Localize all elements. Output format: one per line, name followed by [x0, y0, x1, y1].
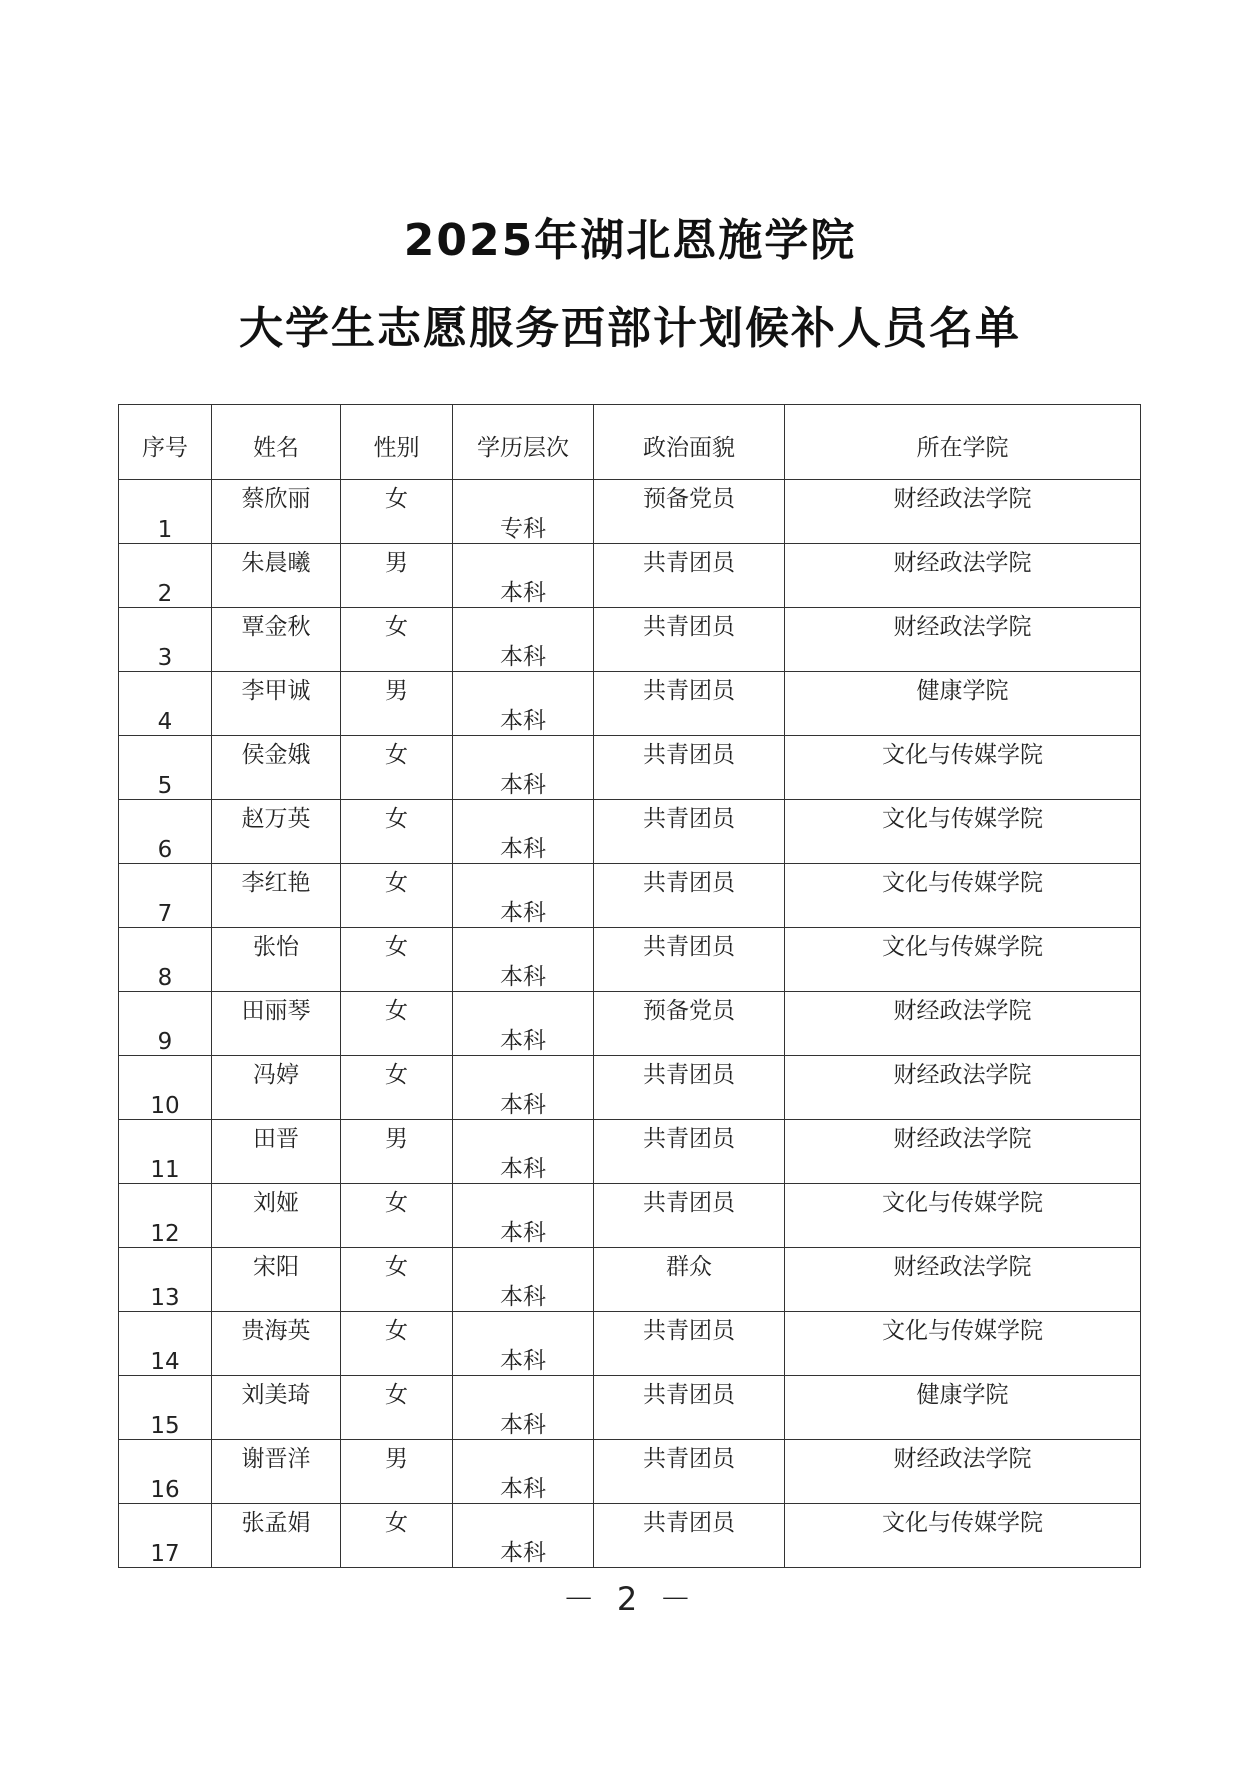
cell-education-level: 本科	[453, 800, 594, 864]
cell-college: 财经政法学院	[785, 1056, 1141, 1120]
cell-college: 健康学院	[785, 672, 1141, 736]
cell-name: 贵海英	[212, 1312, 341, 1376]
cell-education-level: 本科	[453, 1120, 594, 1184]
cell-gender: 女	[341, 1056, 453, 1120]
cell-political-status: 共青团员	[594, 928, 785, 992]
cell-education-level: 本科	[453, 544, 594, 608]
cell-name: 刘美琦	[212, 1376, 341, 1440]
table-row	[119, 736, 1141, 800]
cell-name: 侯金娥	[212, 736, 341, 800]
table-body	[119, 480, 1141, 1568]
cell-serial-number: 5	[119, 736, 212, 800]
cell-political-status: 共青团员	[594, 1056, 785, 1120]
cell-political-status: 共青团员	[594, 1184, 785, 1248]
table-row	[119, 608, 1141, 672]
cell-college: 文化与传媒学院	[785, 864, 1141, 928]
cell-college: 财经政法学院	[785, 1120, 1141, 1184]
cell-political-status: 预备党员	[594, 480, 785, 544]
cell-name: 田丽琴	[212, 992, 341, 1056]
cell-political-status: 共青团员	[594, 672, 785, 736]
cell-serial-number: 15	[119, 1376, 212, 1440]
cell-serial-number: 11	[119, 1120, 212, 1184]
cell-gender: 女	[341, 736, 453, 800]
cell-college: 文化与传媒学院	[785, 1312, 1141, 1376]
cell-political-status: 共青团员	[594, 1312, 785, 1376]
candidate-roster-table	[118, 404, 1141, 1568]
header-political-status: 政治面貌	[594, 405, 785, 480]
cell-name: 覃金秋	[212, 608, 341, 672]
table-header-row	[119, 405, 1141, 480]
cell-serial-number: 8	[119, 928, 212, 992]
header-education-level: 学历层次	[453, 405, 594, 480]
cell-serial-number: 1	[119, 480, 212, 544]
cell-college: 文化与传媒学院	[785, 1504, 1141, 1568]
table-row	[119, 800, 1141, 864]
cell-education-level: 本科	[453, 608, 594, 672]
cell-name: 赵万英	[212, 800, 341, 864]
cell-name: 田晋	[212, 1120, 341, 1184]
cell-serial-number: 3	[119, 608, 212, 672]
cell-college: 文化与传媒学院	[785, 928, 1141, 992]
cell-college: 财经政法学院	[785, 1440, 1141, 1504]
cell-name: 宋阳	[212, 1248, 341, 1312]
cell-gender: 女	[341, 864, 453, 928]
cell-education-level: 本科	[453, 928, 594, 992]
cell-political-status: 共青团员	[594, 864, 785, 928]
cell-gender: 女	[341, 1184, 453, 1248]
cell-serial-number: 4	[119, 672, 212, 736]
cell-political-status: 群众	[594, 1248, 785, 1312]
cell-gender: 女	[341, 1504, 453, 1568]
cell-college: 财经政法学院	[785, 544, 1141, 608]
cell-college: 财经政法学院	[785, 992, 1141, 1056]
table-row	[119, 1248, 1141, 1312]
table-row	[119, 544, 1141, 608]
table-row	[119, 1504, 1141, 1568]
table-row	[119, 1312, 1141, 1376]
cell-education-level: 本科	[453, 992, 594, 1056]
cell-gender: 男	[341, 672, 453, 736]
cell-college: 文化与传媒学院	[785, 736, 1141, 800]
cell-gender: 女	[341, 480, 453, 544]
cell-serial-number: 17	[119, 1504, 212, 1568]
cell-political-status: 共青团员	[594, 800, 785, 864]
cell-serial-number: 16	[119, 1440, 212, 1504]
cell-political-status: 共青团员	[594, 736, 785, 800]
cell-education-level: 本科	[453, 1056, 594, 1120]
cell-political-status: 共青团员	[594, 1440, 785, 1504]
cell-college: 文化与传媒学院	[785, 800, 1141, 864]
cell-political-status: 共青团员	[594, 1376, 785, 1440]
table-row	[119, 1376, 1141, 1440]
cell-name: 朱晨曦	[212, 544, 341, 608]
cell-education-level: 专科	[453, 480, 594, 544]
cell-name: 张怡	[212, 928, 341, 992]
cell-serial-number: 9	[119, 992, 212, 1056]
cell-political-status: 共青团员	[594, 1504, 785, 1568]
table-row	[119, 1056, 1141, 1120]
header-serial-number: 序号	[119, 405, 212, 480]
cell-education-level: 本科	[453, 1504, 594, 1568]
cell-gender: 女	[341, 928, 453, 992]
cell-serial-number: 7	[119, 864, 212, 928]
cell-gender: 女	[341, 1376, 453, 1440]
cell-serial-number: 12	[119, 1184, 212, 1248]
cell-name: 冯婷	[212, 1056, 341, 1120]
cell-gender: 女	[341, 800, 453, 864]
cell-education-level: 本科	[453, 736, 594, 800]
cell-political-status: 共青团员	[594, 608, 785, 672]
cell-education-level: 本科	[453, 1312, 594, 1376]
cell-education-level: 本科	[453, 1184, 594, 1248]
cell-political-status: 共青团员	[594, 544, 785, 608]
page-number: － 2 －	[562, 1580, 698, 1618]
cell-name: 刘娅	[212, 1184, 341, 1248]
cell-serial-number: 6	[119, 800, 212, 864]
table-row	[119, 1440, 1141, 1504]
cell-education-level: 本科	[453, 672, 594, 736]
cell-gender: 女	[341, 608, 453, 672]
cell-gender: 女	[341, 992, 453, 1056]
cell-name: 谢晋洋	[212, 1440, 341, 1504]
table-row	[119, 672, 1141, 736]
header-gender: 性别	[341, 405, 453, 480]
cell-gender: 女	[341, 1312, 453, 1376]
cell-serial-number: 13	[119, 1248, 212, 1312]
table-row	[119, 1120, 1141, 1184]
cell-college: 财经政法学院	[785, 480, 1141, 544]
cell-serial-number: 2	[119, 544, 212, 608]
cell-gender: 男	[341, 1440, 453, 1504]
document-title-line1: 2025年湖北恩施学院	[403, 215, 857, 266]
cell-gender: 女	[341, 1248, 453, 1312]
cell-college: 健康学院	[785, 1376, 1141, 1440]
cell-gender: 男	[341, 544, 453, 608]
cell-political-status: 预备党员	[594, 992, 785, 1056]
cell-education-level: 本科	[453, 1248, 594, 1312]
cell-serial-number: 10	[119, 1056, 212, 1120]
table-row	[119, 928, 1141, 992]
cell-political-status: 共青团员	[594, 1120, 785, 1184]
table-row	[119, 1184, 1141, 1248]
table-row	[119, 992, 1141, 1056]
cell-college: 财经政法学院	[785, 608, 1141, 672]
header-name: 姓名	[212, 405, 341, 480]
cell-education-level: 本科	[453, 864, 594, 928]
cell-name: 李红艳	[212, 864, 341, 928]
header-college: 所在学院	[785, 405, 1141, 480]
cell-education-level: 本科	[453, 1376, 594, 1440]
table-row	[119, 480, 1141, 544]
cell-gender: 男	[341, 1120, 453, 1184]
cell-education-level: 本科	[453, 1440, 594, 1504]
cell-name: 李甲诚	[212, 672, 341, 736]
cell-name: 蔡欣丽	[212, 480, 341, 544]
cell-college: 文化与传媒学院	[785, 1184, 1141, 1248]
document-title-line2: 大学生志愿服务西部计划候补人员名单	[239, 303, 1021, 354]
cell-serial-number: 14	[119, 1312, 212, 1376]
cell-name: 张孟娟	[212, 1504, 341, 1568]
table-row	[119, 864, 1141, 928]
cell-college: 财经政法学院	[785, 1248, 1141, 1312]
